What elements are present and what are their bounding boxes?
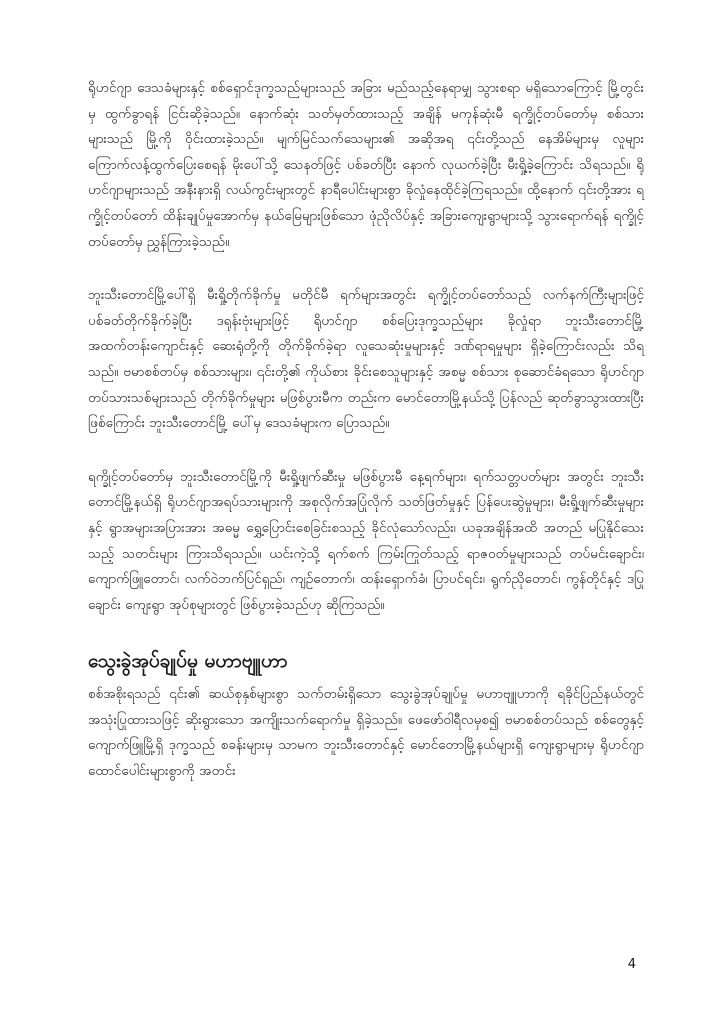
- paragraph-2: ဘူးသီးတောင်မြို့ပေါ်ရှိ မီးရှို့တိုက်ခိုက်မှု မတိုင်မီ ရက်များအတွင်း ရက္ခိုင့်တပ်တော်သည် လက်နက်ကြီးများဖြင့် ပစ်ခတ်တိုက်ခိုက်ခဲ့ပြီး ဒရုန်းဗုံးများဖြင့် ရိုဟင်ဂျာ စစ်ပြေးဒုက္ခသည်များ ခိုလှုံရာ ဘူးသီးတောင်မြို့ အထက်တန်းကျောင်းနှင့် ဆေးရုံတို့ကို တိုက်ခိုက်ခဲ့ရာ လူသေဆုံးမှုများနှင့် ဒဏ်ရာရမှုများ ရှိခဲ့ကြောင်းလည်း သိရသည်။ ဗမာစစ်တပ်မှ စစ်သားများ၊ ၎င်းတို့၏ ကိုယ်စား ခိုင်းစေသူများနှင့် အစမ္မ စစ်သား စုဆောင်ခံရသော ရိုဟင်ဂျာ တပ်သားသစ်များသည် တိုက်ခိုက်မှုများ မဖြစ်ပွားမီက တည်းက မောင်တောမြို့နယ်သို့ ပြန်လည် ဆုတ်ခွာသွားထားပြီး ဖြစ်ကြောင်း ဘူးသီးတောင်မြို့ ပေါ်မှ ဒေသခံများက ပြောသည်။: [88, 287, 644, 432]
- section-heading: သွေးခွဲအုပ်ချုပ်မှု မဟာဗျူဟာ: [88, 650, 288, 673]
- page-body: [88, 76, 644, 785]
- paragraph-3: ရက္ခိုင့်တပ်တော်မှ ဘူးသီးတောင်မြို့ကို မီးရှို့ဖျက်ဆီးမှု မဖြစ်ပွားမီ နေ့ရက်များ၊ ရက်သတ္တပတ်များ အတွင်း ဘူးသီးတောင်မြို့နယ်ရှိ ရိုဟင်ဂျာအရပ်သားများကို အစုလိုက်အပြုံလိုက် သတ်ဖြတ်မှုနှင့် ပြန်ပေးဆွဲမှုများ၊ မီးရှို့ဖျက်ဆီးမှုများနှင့် ရွာအများအပြားအား အဓမ္မ ရွှေ့ပြောင်းစေခြင်းစသည့် ခိုင်လုံသော်လည်း၊ ယခုအချိန်အထိ အတည် မပြုနိုင်သေးသည့် သတင်းများ ကြားသိရသည်။ ယင်းကဲ့သို့ ရက်စက် ကြမ်းကြုတ်သည့် ရာဇဝတ်မှုများသည် တပ်မင်းချောင်း၊ ကျောက်ဖြူတောင်၊ လက်ဝဲဘက်ပြင်ရှည်၊ ကျဉ်တောက်၊ ထန်းရှောက်ခံ၊ ပြာပင်ရင်း၊ ရွက်ညိုတောင်၊ ကွန်တိုင်နှင့် ဒပြုချောင်း ကျေးရွာ အုပ်စုများတွင် ဖြစ်ပွားခဲ့သည်ဟု ဆိုကြသည်။: [88, 468, 644, 613]
- paragraph-1: ရိုဟင်ဂျာ ဒေသခံများနှင့် စစ်ရှောင်ဒုက္ခသည်များသည် အခြား မည်သည့်နေရာမျှ သွားစရာ မရှိသောကြောင့် မြို့တွင်းမှ ထွက်ခွာရန် ငြင်းဆိုခဲ့သည်။ နောက်ဆုံး သတ်မှတ်ထားသည့် အချိန် မကုန်ဆုံးမီ ရက္ခိုင့်တပ်တော်မှ စစ်သားများသည် မြို့ကို ဝိုင်းထားခဲ့သည်။ မျက်မြင်သက်သေများ၏ အဆိုအရ ၎င်းတို့သည် နေအိမ်များမှ လူများ ကြောက်လန့်ထွက်ပြေးစေရန် မိုးပေါ်သို့ သေနတ်ဖြင့် ပစ်ခတ်ပြီး နောက် လုယက်ခဲ့ပြီး မီးရှို့ခဲ့ကြောင်း သိရသည်။ ရိုဟင်ဂျာများသည် အနီးနားရှိ လယ်ကွင်းများတွင် နာရီပေါင်းများစွာ ခိုလှုံနေထိုင်ခဲ့ကြရသည်။ ထို့နောက် ၎င်းတို့အား ရက္ခိုင့်တပ်တော် ထိန်းချုပ်မှုအောက်မှ နယ်မြေများဖြစ်သော ဖုံညိုလိပ်နှင့် အခြားကျေးရွာများသို့ သွားရောက်ရန် ရက္ခိုင့်တပ်တော်မှ ညွှန်ကြားခဲ့သည်။: [88, 80, 644, 250]
- page-number: 4: [627, 957, 636, 972]
- paragraph-4: စစ်အစိုးရသည် ၎င်း၏ ဆယ်စုနှစ်များစွာ သက်တမ်းရှိသော သွေးခွဲအုပ်ချုပ်မှု မဟာဗျူဟာကို ရခိုင်ပြည်နယ်တွင် အသုံးပြုထားသဖြင့် ဆိုးရွားသော အကျိုးသက်ရောက်မှု ရှိခဲ့သည်။ ဖေဖော်ဝါရီလမှစ၍ ဗမာစစ်တပ်သည် စစ်တွေနှင့် ကျောက်ဖြူမြို့ရှိ ဒုက္ခသည် စခန်းများမှ သာမက ဘူးသီးတောင်နှင့် မောင်တောမြို့နယ်များရှိ ကျေးရွာများမှ ရိုဟင်ဂျာ ထောင်ပေါင်းများစွာကို အတင်း: [88, 686, 644, 780]
